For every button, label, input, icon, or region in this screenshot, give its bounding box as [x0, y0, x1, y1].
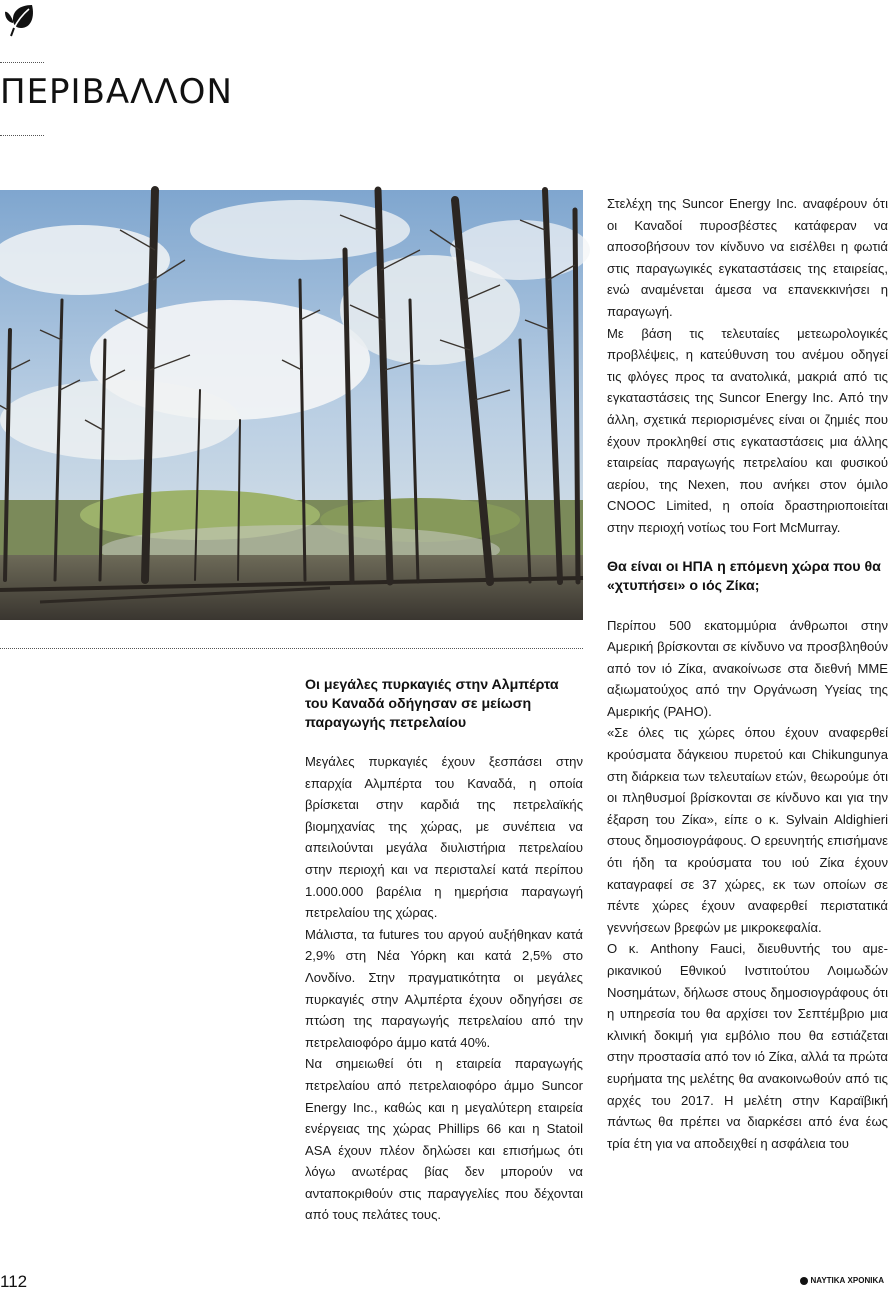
publication-brand — [800, 1276, 885, 1285]
section-title: ΠΕΡΙΒΑΛΛΟΝ — [0, 72, 233, 112]
article1-paragraph: Μεγάλες πυρκαγιές έχουν ξεσπάσει στην επαρχία Αλμπέρτα του Καναδά, η οποία βρίσκεται στην καρδιά της πετρελαϊκής βιομηχανίας της χώρας, με συνέπεια να απειλούνται μεγάλα διυλιστήρια πετρελαίου στην περιοχή και να περισταλεί κατά περίπου 1.000.000 βαρέλια η ημερήσια παραγωγή πετρελαίου της χώρας. — [305, 754, 583, 921]
article2-column — [607, 193, 888, 1154]
title-rule-bottom — [0, 135, 44, 136]
title-rule-top — [0, 62, 44, 63]
article1-paragraph: Στελέχη της Suncor Energy Inc. αναφέρουν ότι οι Καναδοί πυροσβέστες κατάφεραν να αποσοβήσουν τον κίνδυνο να εισέλθει η φωτιά στις παραγωγικές εγκαταστάσεις της εταιρείας, ενώ αναμένεται άμεσα να επανεκκινήσει η παραγωγή. — [607, 196, 888, 319]
brand-logo-icon — [800, 1277, 808, 1285]
article1-column — [305, 676, 583, 1226]
article-divider — [0, 648, 583, 649]
article1-paragraph: Να σημειωθεί ότι η εταιρεία παραγωγής πετρελαίου από πετρελαιοφόρο άμμο Suncor Energy Inc., καθώς και η μεγαλύτερη εταιρεία ενέργειας της χώρας Phillips 66 και η Statoil ASA έχουν πλέον δηλώσει και επισήμως ότι λόγω ανωτέρας βίας δεν μπορούν να ανταποκριθούν στις παραγγελίες που δέχονται από τους πελάτες τους. — [305, 1056, 583, 1223]
brand-name: ΝΑΥΤΙΚΑ ΧΡΟΝΙΚΑ — [810, 1276, 884, 1285]
article1-paragraph: Μάλιστα, τα futures του αργού αυξήθηκαν κατά 2,9% στη Νέα Υόρκη και κατά 2,5% στο Λονδίνο. Στην πραγματικότητα οι μεγάλες πυρκαγιές στην Αλμπέρτα έχουν οδηγήσει σε πτώση της παραγωγής πετρελαίου από την πετρελαιοφόρο άμμο κατά 40%. — [305, 926, 583, 1050]
page-number: 112 — [0, 1272, 28, 1291]
article2-paragraph: Ο κ. Anthony Fauci, διευθυντής του αμερικανικού Εθνικού Ινστιτούτου Λοιμωδών Νοσημάτων, δήλωσε στους δημοσιογράφους ότι η υπηρεσία του θα αρχίσει τον Σεπτέμβριο μια κλινική δοκιμή για εμβόλιο που θα εστιάζεται στην προστασία από τον ιό Ζίκα, αλλά τα πρώτα ευρήματα της μελέτης θα ανακοινωθούν από τις αρχές του 2017. Η μελέτη στην Καραϊβική πάντως θα πρέπει να διαρκέσει από ένα έως τρία έτη για να αποδειχθεί η ασφάλεια του — [607, 941, 888, 1151]
article1-headline: Οι μεγάλες πυρκαγιές στην Αλμπέρτα του Καναδά οδήγησαν σε μείωση παραγωγής πετρελαίου — [305, 677, 559, 731]
burned-forest-photo — [0, 190, 583, 620]
article1-paragraph: Με βάση τις τελευταίες μετεωρολογικές προβλέψεις, η κατεύθυνση του ανέμου οδηγεί τις φλόγες προς τα ανατολικά, μακριά από τις εγκαταστάσεις της Suncor Energy Inc. Από την άλλη, σχετικά περιορισμένες είναι οι ζημιές που έχουν προκληθεί στις εγκαταστάσεις μια άλλης εταιρείας παραγωγής πετρελαίου και φυσικού αερίου, της Nexen, που ανήκει στον όμιλο CNOOC Limited, η οποία δραστηριοποιείται στην περιοχή νοτίως του Fort McMurray. — [607, 325, 888, 535]
leaf-icon — [4, 2, 40, 38]
article2-paragraph: «Σε όλες τις χώρες όπου έχουν αναφερθεί κρούσματα δάγκειου πυρετού και Chikungunya στη διάρκεια των τελευταίων ετών, θεωρούμε ότι οι πληθυσμοί βρίσκονται σε κίνδυνο και για την έξαρση του Ζίκα», είπε ο κ. Sylvain Aldighieri στους δημοσιογράφους. Ο ερευνητής επισήμανε ότι ήδη τα κρούσματα του ιού Ζίκα έχουν καταγραφεί σε 37 χώρες, εκ των οποίων σε πέντε χώρες έχουν αναφερθεί περιστατικά γεννήσεων βρεφών με μικροκεφαλία. — [607, 725, 888, 935]
article2-paragraph: Περίπου 500 εκατομμύρια άνθρωποι στην Αμερική βρίσκονται σε κίνδυνο να προσβληθούν από τον ιό Ζίκα, ανακοίνωσε στα διεθνή ΜΜΕ αξιωματούχος από την Οργάνωση Υγείας της Αμερικής (PAHO). — [607, 617, 888, 719]
article2-headline: Θα είναι οι ΗΠΑ η επόμενη χώρα που θα «χτυπήσει» ο ιός Ζίκα; — [607, 558, 881, 594]
